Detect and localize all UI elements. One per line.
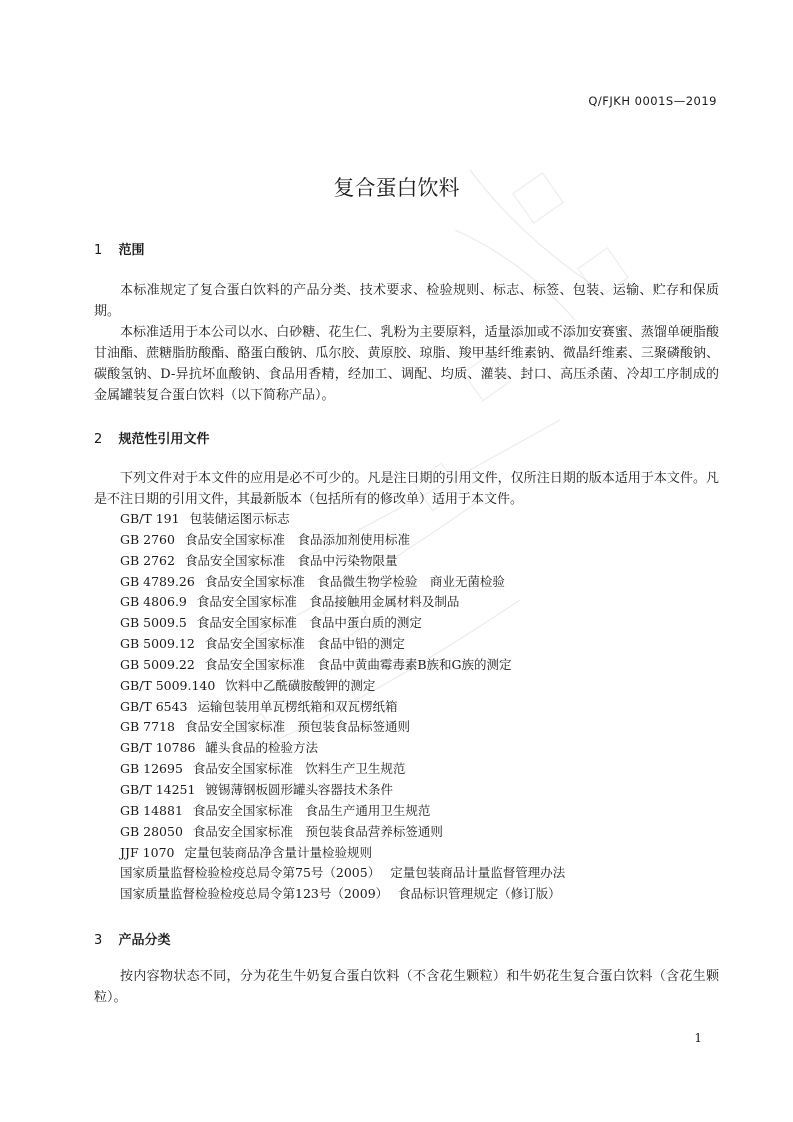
- reference-item: [120, 509, 565, 530]
- reference-code: GB 4806.9: [120, 594, 187, 610]
- section-1-paragraph-1: 本标准规定了复合蛋白饮料的产品分类、技术要求、检验规则、标志、标签、包装、运输、贮存和保质期。: [94, 283, 719, 319]
- reference-title: 包装储运图示标志: [189, 511, 290, 526]
- reference-code: GB/T 14251: [120, 781, 196, 797]
- reference-item: [120, 697, 565, 718]
- reference-title: 食品安全国家标准 饮料生产卫生规范: [192, 761, 406, 777]
- reference-code: GB 5009.5: [120, 615, 187, 631]
- section-3-heading: [94, 929, 171, 948]
- reference-title: 食品安全国家标准 食品微生物学检验 商业无菌检验: [204, 573, 505, 589]
- reference-title: 食品安全国家标准 食品接触用金属材料及制品: [196, 594, 460, 610]
- reference-title: 镀锡薄钢板圆形罐头容器技术条件: [205, 781, 393, 797]
- section-2-paragraph-1: 下列文件对于本文件的应用是必不可少的。凡是注日期的引用文件，仅所注日期的版本适用于本文件。凡是不注日期的引用文件，其最新版本（包括所有的修改单）适用于本文件。: [94, 471, 719, 507]
- reference-code: GB 2762: [120, 552, 175, 568]
- reference-title: 饮料中乙酰磺胺酸钾的测定: [225, 677, 376, 693]
- reference-title: 定量包装商品净含量计量检验规则: [184, 844, 372, 860]
- section-number: 2: [94, 432, 103, 447]
- reference-code: GB 4789.26: [120, 573, 195, 589]
- reference-title: 食品安全国家标准 预包装食品营养标签通则: [192, 823, 443, 839]
- section-number: 3: [94, 933, 103, 948]
- reference-title: 食品标识管理规定（修订版）: [398, 886, 561, 902]
- reference-item: [120, 801, 565, 822]
- reference-item: [120, 592, 565, 613]
- standard-code-header: Q/FJKH 0001S—2019: [588, 94, 717, 108]
- normative-references-list: [120, 509, 565, 905]
- section-number: 1: [94, 243, 103, 258]
- reference-item: [120, 634, 565, 655]
- reference-item: [120, 863, 565, 884]
- reference-title: 食品安全国家标准 食品添加剂使用标准: [184, 531, 410, 547]
- reference-code: GB 2760: [120, 531, 175, 547]
- reference-title: 罐头食品的检验方法: [205, 740, 318, 756]
- reference-code: GB 7718: [120, 719, 175, 735]
- reference-title: 食品安全国家标准 食品中蛋白质的测定: [196, 615, 422, 631]
- reference-title: 食品安全国家标准 预包装食品标签通则: [184, 719, 410, 735]
- reference-item: [120, 884, 565, 905]
- reference-item: [120, 530, 565, 551]
- reference-item: [120, 655, 565, 676]
- section-2-heading: [94, 428, 210, 447]
- reference-code: GB/T 191: [120, 511, 180, 526]
- reference-code: GB 5009.22: [120, 656, 195, 672]
- section-title: 规范性引用文件: [118, 432, 210, 447]
- reference-code: GB 28050: [120, 823, 183, 839]
- reference-code: GB/T 6543: [120, 698, 188, 714]
- section-1-heading: [94, 239, 145, 258]
- reference-title: 食品安全国家标准 食品中黄曲霉毒素B族和G族的测定: [204, 656, 512, 672]
- reference-item: [120, 572, 565, 593]
- reference-code: GB 14881: [120, 802, 183, 818]
- reference-item: [120, 822, 565, 843]
- reference-item: [120, 738, 565, 759]
- reference-code: GB/T 10786: [120, 740, 196, 756]
- reference-item: [120, 717, 565, 738]
- reference-item: [120, 759, 565, 780]
- page-number: 1: [694, 1031, 702, 1045]
- reference-title: 运输包装用单瓦楞纸箱和双瓦楞纸箱: [197, 698, 398, 714]
- document-title: 复合蛋白饮料: [333, 176, 460, 200]
- reference-item: [120, 551, 565, 572]
- section-3-paragraph-1: 按内容物状态不同，分为花生牛奶复合蛋白饮料（不含花生颗粒）和牛奶花生复合蛋白饮料（含花生颗粒）。: [94, 969, 719, 1005]
- reference-title: 食品安全国家标准 食品生产通用卫生规范: [192, 802, 431, 818]
- reference-item: [120, 676, 565, 697]
- section-title: 产品分类: [118, 933, 171, 948]
- reference-code: GB/T 5009.140: [120, 677, 216, 693]
- reference-title: 食品安全国家标准 食品中铅的测定: [204, 636, 405, 652]
- reference-item: [120, 780, 565, 801]
- reference-code: 国家质量监督检验检疫总局令第75号（2005）: [120, 865, 381, 881]
- reference-code: GB 12695: [120, 761, 183, 777]
- section-title: 范围: [118, 243, 145, 258]
- section-1-paragraph-2: 本标准适用于本公司以水、白砂糖、花生仁、乳粉为主要原料，适量添加或不添加安赛蜜、蒸馏单硬脂酸甘油酯、蔗糖脂肪酸酯、酪蛋白酸钠、瓜尔胶、黄原胶、琼脂、羧甲基纤维素钠、微晶纤维素、三聚磷酸钠、碳酸氢钠、D-异抗坏血酸钠、食品用香精，经加工、调配、均质、灌装、封口、高压杀菌、冷却工序制成的金属罐装复合蛋白饮料（以下简称产品）。: [94, 325, 719, 403]
- reference-title: 食品安全国家标准 食品中污染物限量: [184, 552, 398, 568]
- reference-code: GB 5009.12: [120, 636, 195, 652]
- reference-item: [120, 843, 565, 864]
- reference-item: [120, 613, 565, 634]
- reference-code: 国家质量监督检验检疫总局令第123号（2009）: [120, 886, 389, 902]
- reference-title: 定量包装商品计量监督管理办法: [390, 865, 566, 881]
- reference-code: JJF 1070: [120, 844, 175, 860]
